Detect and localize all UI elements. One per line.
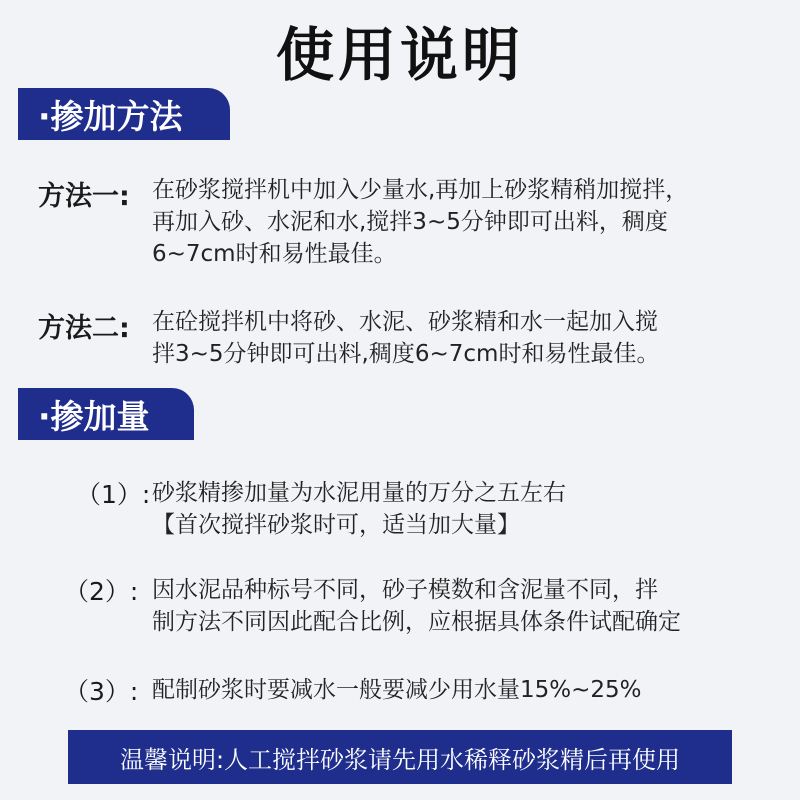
section-heading-dosage-label: ·掺加量 [38,396,150,436]
method-2-label: 方法二: [38,313,130,344]
dosage-3-line-1: 配制砂浆时要减水一般要减少用水量15%~25% [152,677,642,703]
dosage-2-line-1: 因水泥品种标号不同，砂子模数和含泥量不同，拌 [152,577,658,603]
dosage-1-line-1: 砂浆精掺加量为水泥用量的万分之五左右 [152,480,566,506]
method-2-line-2: 拌3~5分钟即可出料,稠度6~7cm时和易性最佳。 [152,341,660,367]
section-heading-dosage [18,388,194,440]
dosage-3-number: （3）: [64,677,139,706]
section-heading-method [18,88,230,140]
method-2-line-1: 在砼搅拌机中将砂、水泥、砂浆精和水一起加入搅 [152,309,658,335]
method-1-label: 方法一: [38,181,130,212]
method-1-line-1: 在砂浆搅拌机中加入少量水,再加上砂浆精稍加搅拌， [152,177,689,203]
dosage-1-number: （1）: [76,480,151,509]
method-1-line-3: 6~7cm时和易性最佳。 [152,241,397,267]
method-1-line-2: 再加入砂、水泥和水,搅拌3~5分钟即可出料，稠度 [152,209,668,235]
footer-note [68,730,732,784]
dosage-2-number: （2）: [64,577,139,606]
section-heading-method-label: ·掺加方法 [38,96,183,136]
dosage-2-line-2: 制方法不同因此配合比例，应根据具体条件试配确定 [152,609,681,635]
dosage-1-line-2: 【首次搅拌砂浆时可，适当加大量】 [152,512,520,538]
page-title: 使用说明 [275,21,524,89]
footer-note-text: 温馨说明:人工搅拌砂浆请先用水稀释砂浆精后再使用 [119,745,681,774]
